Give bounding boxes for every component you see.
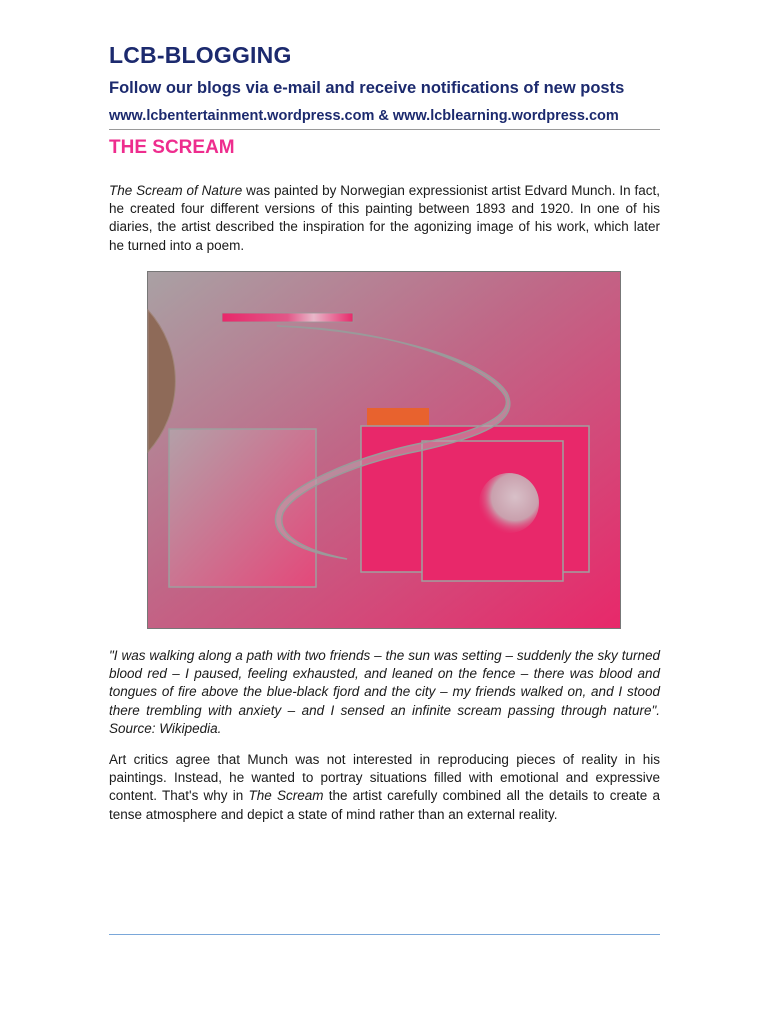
intro-text: was painted by Norwegian expressionist artist Edvard Munch. In fact, he created four different versions of this painting between 1893 and 1920. In one of his diaries, the artist described the inspiration for the agonizing image of his work, which later he turned into a poem. <box>109 183 661 253</box>
painting-name-2: The Scream <box>248 788 324 804</box>
art-top-bar <box>222 313 353 322</box>
blog-links[interactable]: www.lcbentertainment.wordpress.com & www.lcblearning.wordpress.com <box>109 108 619 124</box>
art-left-square <box>169 429 316 587</box>
footer-divider <box>109 934 660 935</box>
art-glowing-ball <box>479 473 539 533</box>
site-title: LCB-BLOGGING <box>109 42 292 68</box>
critics-text-b: the artist carefully combined all the details to create a tense atmosphere and depict a state of mind rather than an external reality. <box>109 788 660 822</box>
art-orange-block <box>367 408 429 426</box>
intro-paragraph <box>109 182 660 255</box>
abstract-scream-illustration <box>147 271 621 629</box>
critics-paragraph <box>109 751 660 824</box>
painting-name: The Scream of Nature <box>109 183 243 198</box>
article-title: THE SCREAM <box>109 137 235 158</box>
critics-text-a: Art critics agree that Munch was not interested in reproducing pieces of reality in his paintings. Instead, he wanted to portray situations filled with emotional and expressive content. That's why in <box>109 752 660 804</box>
site-subtitle: Follow our blogs via e-mail and receive notifications of new posts <box>109 79 625 97</box>
munch-quote: "I was walking along a path with two friends – the sun was setting – suddenly the sky turned blood red – I paused, feeling exhausted, and leaned on the fence – there was blood and tongues of fire above the blue-black fjord and the city – my friends walked on, and I stood there trembling with anxiety – and I sensed an infinite scream passing through nature". Source: Wikipedia. <box>109 648 660 736</box>
header-divider <box>109 129 660 130</box>
